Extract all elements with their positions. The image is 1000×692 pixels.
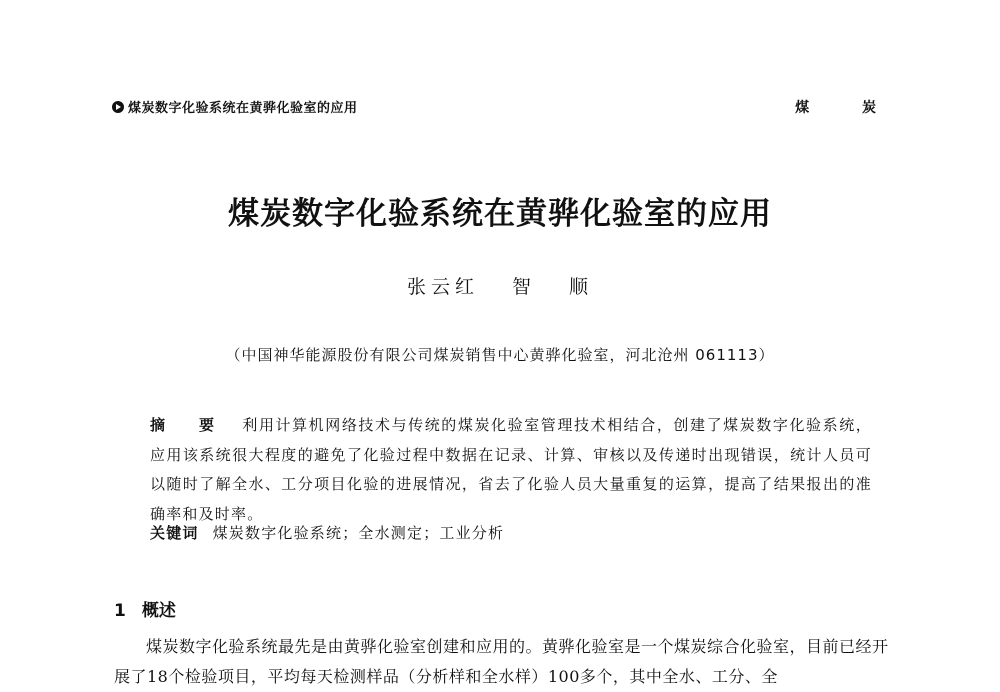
section-number: 1 [114, 601, 126, 621]
bullet-icon [112, 101, 124, 113]
section-title: 概述 [141, 601, 176, 621]
running-header [112, 97, 358, 116]
keywords [150, 522, 504, 543]
running-header-title: 煤炭数字化验系统在黄骅化验室的应用 [128, 101, 358, 116]
paper-title: 煤炭数字化验系统在黄骅化验室的应用 [228, 196, 772, 232]
section-body-text: 煤炭数字化验系统最先是由黄骅化验室创建和应用的。黄骅化验室是一个煤炭综合化验室，目前已经开展了18个检验项目，平均每天检测样品（分析样和全水样）100多个，其中全水、工分、全 [114, 637, 889, 686]
journal-name: 煤 炭 [795, 100, 900, 116]
section-heading [114, 596, 176, 621]
keywords-text: 煤炭数字化验系统；全水测定；工业分析 [212, 524, 505, 542]
paper-authors: 张云红 智 顺 [406, 276, 594, 298]
keywords-label: 关键词 [150, 524, 199, 542]
abstract-text: 利用计算机网络技术与传统的煤炭化验室管理技术相结合，创建了煤炭数字化验系统，应用该系统很大程度的避免了化验过程中数据在记录、计算、审核以及传递时出现错误，统计人员可以随时了解全水、工分项目化验的进展情况，省去了化验人员大量重复的运算，提高了结果报出的准确率和及时率。 [150, 416, 872, 523]
abstract-label: 摘 要 [150, 416, 229, 434]
abstract [150, 411, 872, 529]
paper-affiliation: （中国神华能源股份有限公司煤炭销售中心黄骅化验室，河北沧州 061113） [225, 346, 775, 364]
